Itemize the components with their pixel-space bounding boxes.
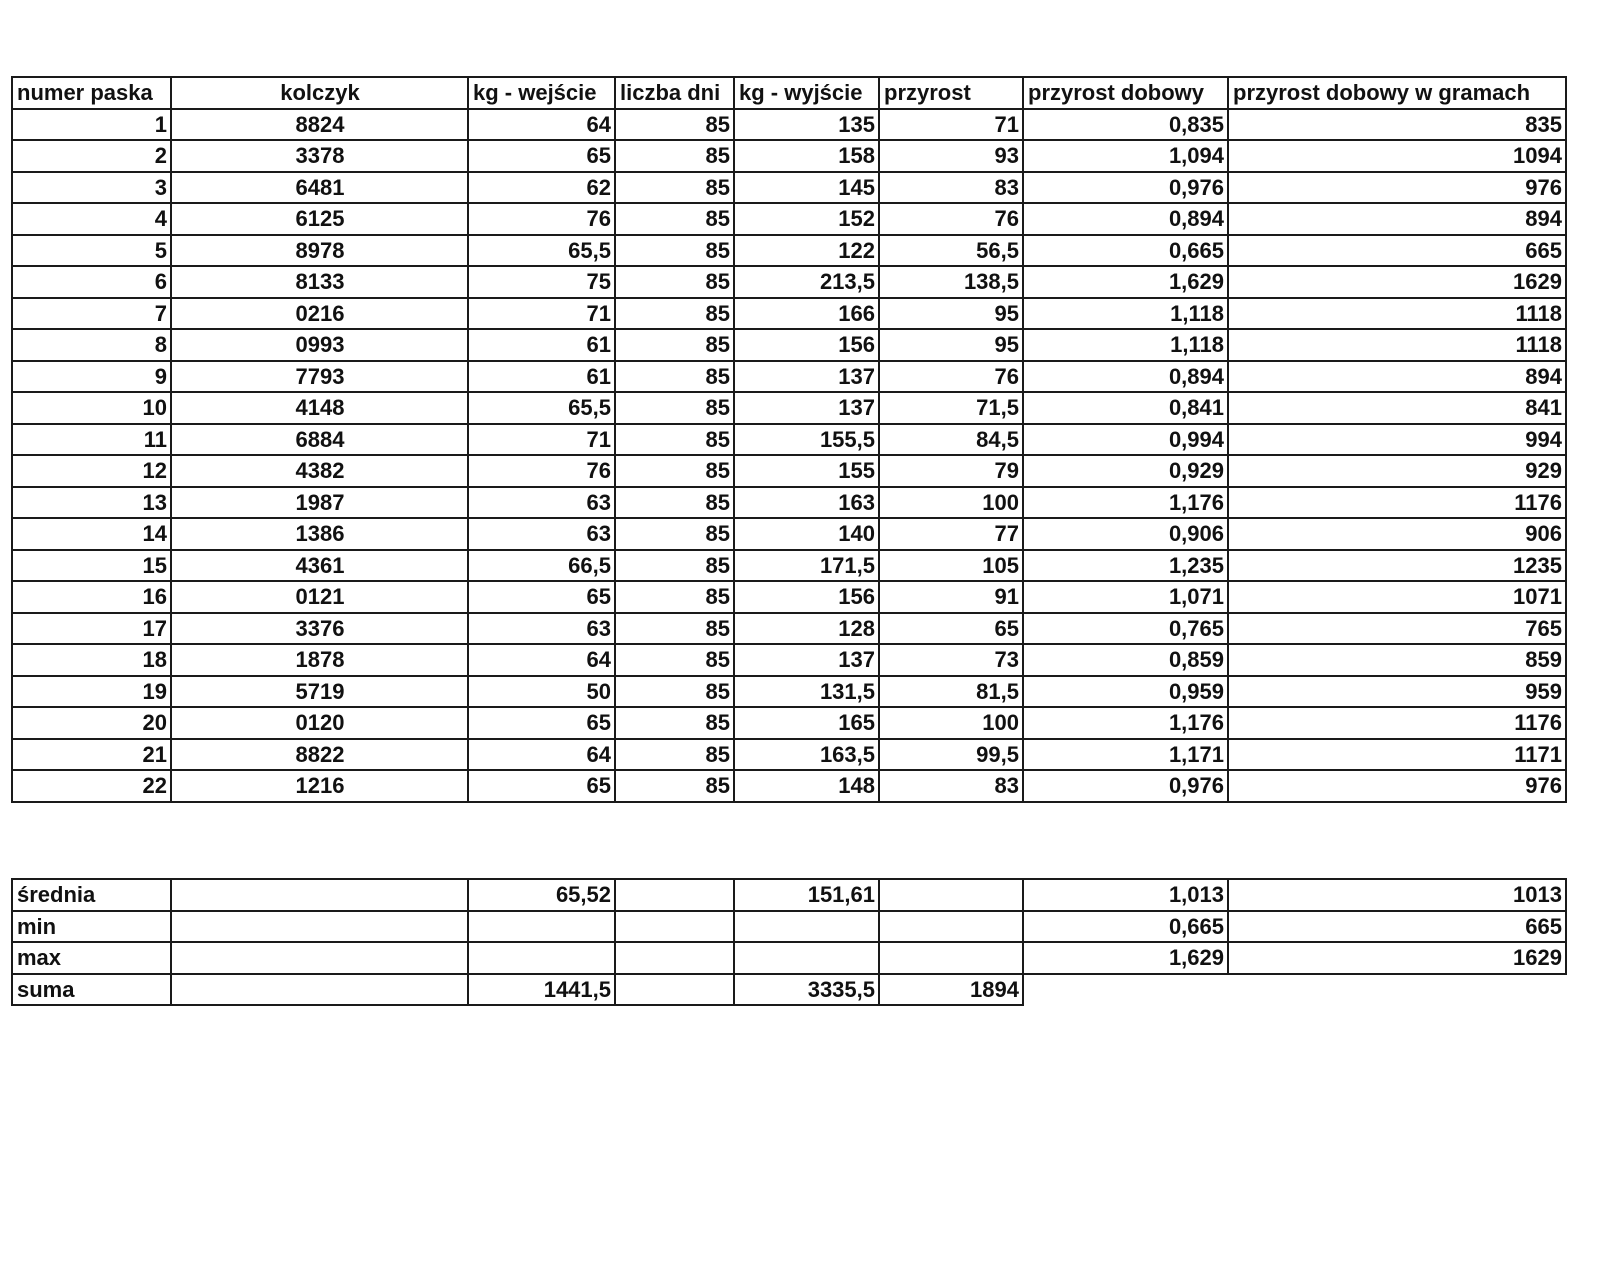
cell-numer: 20: [12, 707, 171, 739]
cell-kg-wyjscie: 163: [734, 487, 879, 519]
cell-przyrost-dobowy: 0,665: [1023, 235, 1228, 267]
cell-kg-wyjscie: 155: [734, 455, 879, 487]
cell-kg-wejscie: 71: [468, 298, 615, 330]
cell-numer: 12: [12, 455, 171, 487]
table-row: [12, 550, 1566, 582]
cell-przyrost-gramy: 859: [1228, 644, 1566, 676]
cell-kg-wejscie: 65: [468, 707, 615, 739]
cell-kg-wyjscie: 145: [734, 172, 879, 204]
summary-cell: [171, 879, 468, 911]
cell-kg-wejscie: 61: [468, 361, 615, 393]
cell-liczba-dni: 85: [615, 298, 734, 330]
summary-cell: 1,013: [1023, 879, 1228, 911]
cell-kg-wyjscie: 135: [734, 109, 879, 141]
table-row: [12, 172, 1566, 204]
cell-przyrost: 99,5: [879, 739, 1023, 771]
cell-przyrost-gramy: 1176: [1228, 487, 1566, 519]
header-kolczyk: kolczyk: [171, 77, 468, 109]
cell-przyrost-gramy: 1629: [1228, 266, 1566, 298]
cell-kolczyk: 8822: [171, 739, 468, 771]
cell-przyrost: 100: [879, 707, 1023, 739]
cell-kg-wejscie: 66,5: [468, 550, 615, 582]
cell-kg-wejscie: 63: [468, 487, 615, 519]
cell-liczba-dni: 85: [615, 172, 734, 204]
table-row: [12, 676, 1566, 708]
cell-kolczyk: 4382: [171, 455, 468, 487]
cell-kolczyk: 4361: [171, 550, 468, 582]
cell-kg-wejscie: 65: [468, 140, 615, 172]
cell-przyrost: 71,5: [879, 392, 1023, 424]
cell-przyrost-gramy: 1118: [1228, 298, 1566, 330]
summary-cell: [468, 911, 615, 943]
cell-kg-wejscie: 76: [468, 455, 615, 487]
cell-przyrost-gramy: 994: [1228, 424, 1566, 456]
cell-przyrost-gramy: 894: [1228, 203, 1566, 235]
data-table: [11, 76, 1567, 803]
cell-kg-wyjscie: 122: [734, 235, 879, 267]
cell-przyrost: 71: [879, 109, 1023, 141]
header-numer-paska: numer paska: [12, 77, 171, 109]
cell-przyrost-gramy: 959: [1228, 676, 1566, 708]
cell-kolczyk: 0993: [171, 329, 468, 361]
cell-kolczyk: 8824: [171, 109, 468, 141]
table-row: [12, 424, 1566, 456]
cell-przyrost-dobowy: 0,841: [1023, 392, 1228, 424]
summary-cell: 1013: [1228, 879, 1566, 911]
summary-cell: [1228, 974, 1566, 1006]
summary-cell: 665: [1228, 911, 1566, 943]
cell-przyrost: 83: [879, 770, 1023, 802]
cell-kg-wejscie: 63: [468, 518, 615, 550]
cell-kolczyk: 1878: [171, 644, 468, 676]
cell-kg-wejscie: 64: [468, 644, 615, 676]
cell-przyrost: 77: [879, 518, 1023, 550]
cell-przyrost-dobowy: 1,071: [1023, 581, 1228, 613]
cell-przyrost-dobowy: 0,959: [1023, 676, 1228, 708]
summary-cell: [879, 879, 1023, 911]
cell-przyrost-gramy: 929: [1228, 455, 1566, 487]
cell-przyrost-gramy: 765: [1228, 613, 1566, 645]
cell-numer: 7: [12, 298, 171, 330]
cell-liczba-dni: 85: [615, 707, 734, 739]
cell-kg-wyjscie: 156: [734, 581, 879, 613]
cell-przyrost: 73: [879, 644, 1023, 676]
cell-liczba-dni: 85: [615, 455, 734, 487]
cell-numer: 4: [12, 203, 171, 235]
cell-przyrost-dobowy: 0,994: [1023, 424, 1228, 456]
cell-przyrost: 100: [879, 487, 1023, 519]
table-row: [12, 518, 1566, 550]
summary-cell: [879, 942, 1023, 974]
cell-przyrost: 83: [879, 172, 1023, 204]
cell-numer: 3: [12, 172, 171, 204]
cell-przyrost: 91: [879, 581, 1023, 613]
cell-liczba-dni: 85: [615, 235, 734, 267]
cell-numer: 22: [12, 770, 171, 802]
cell-przyrost-dobowy: 1,176: [1023, 487, 1228, 519]
cell-kg-wyjscie: 156: [734, 329, 879, 361]
cell-liczba-dni: 85: [615, 739, 734, 771]
cell-liczba-dni: 85: [615, 550, 734, 582]
cell-liczba-dni: 85: [615, 770, 734, 802]
summary-row-srednia: [12, 879, 1566, 911]
cell-kolczyk: 1386: [171, 518, 468, 550]
cell-przyrost-gramy: 1094: [1228, 140, 1566, 172]
cell-liczba-dni: 85: [615, 581, 734, 613]
cell-kg-wejscie: 65: [468, 770, 615, 802]
cell-numer: 9: [12, 361, 171, 393]
summary-cell: [615, 911, 734, 943]
cell-liczba-dni: 85: [615, 203, 734, 235]
table-row: [12, 644, 1566, 676]
summary-cell: [615, 942, 734, 974]
cell-kolczyk: 3378: [171, 140, 468, 172]
cell-przyrost: 79: [879, 455, 1023, 487]
cell-liczba-dni: 85: [615, 361, 734, 393]
cell-liczba-dni: 85: [615, 487, 734, 519]
summary-cell: [171, 974, 468, 1006]
cell-kg-wyjscie: 165: [734, 707, 879, 739]
cell-kg-wejscie: 63: [468, 613, 615, 645]
cell-numer: 21: [12, 739, 171, 771]
summary-cell: [468, 942, 615, 974]
cell-kolczyk: 6125: [171, 203, 468, 235]
cell-kg-wyjscie: 158: [734, 140, 879, 172]
cell-numer: 17: [12, 613, 171, 645]
cell-liczba-dni: 85: [615, 644, 734, 676]
table-row: [12, 109, 1566, 141]
cell-przyrost-dobowy: 0,835: [1023, 109, 1228, 141]
cell-kg-wejscie: 71: [468, 424, 615, 456]
cell-przyrost-dobowy: 1,176: [1023, 707, 1228, 739]
cell-przyrost-dobowy: 0,894: [1023, 203, 1228, 235]
cell-kg-wyjscie: 148: [734, 770, 879, 802]
cell-przyrost: 81,5: [879, 676, 1023, 708]
table-row: [12, 455, 1566, 487]
cell-numer: 14: [12, 518, 171, 550]
cell-przyrost: 105: [879, 550, 1023, 582]
summary-cell: 1441,5: [468, 974, 615, 1006]
cell-przyrost-dobowy: 1,629: [1023, 266, 1228, 298]
cell-przyrost-gramy: 1118: [1228, 329, 1566, 361]
cell-przyrost-gramy: 1235: [1228, 550, 1566, 582]
summary-cell: [734, 911, 879, 943]
cell-liczba-dni: 85: [615, 676, 734, 708]
cell-przyrost: 93: [879, 140, 1023, 172]
cell-numer: 5: [12, 235, 171, 267]
cell-przyrost-gramy: 906: [1228, 518, 1566, 550]
header-przyrost-dobowy-w-gramach: przyrost dobowy w gramach: [1228, 77, 1566, 109]
cell-kg-wyjscie: 128: [734, 613, 879, 645]
cell-liczba-dni: 85: [615, 518, 734, 550]
summary-table: [11, 878, 1567, 1006]
cell-przyrost-gramy: 1171: [1228, 739, 1566, 771]
cell-przyrost-dobowy: 1,118: [1023, 298, 1228, 330]
cell-przyrost: 95: [879, 298, 1023, 330]
cell-numer: 11: [12, 424, 171, 456]
cell-kg-wyjscie: 213,5: [734, 266, 879, 298]
cell-liczba-dni: 85: [615, 424, 734, 456]
summary-cell: [1023, 974, 1228, 1006]
summary-label: średnia: [12, 879, 171, 911]
cell-kolczyk: 8133: [171, 266, 468, 298]
table-row: [12, 707, 1566, 739]
summary-cell: [615, 879, 734, 911]
cell-przyrost-dobowy: 0,929: [1023, 455, 1228, 487]
summary-row-min: [12, 911, 1566, 943]
table-row: [12, 329, 1566, 361]
table-row: [12, 361, 1566, 393]
cell-kg-wejscie: 65,5: [468, 392, 615, 424]
cell-kg-wejscie: 64: [468, 109, 615, 141]
cell-kolczyk: 4148: [171, 392, 468, 424]
cell-przyrost-dobowy: 1,094: [1023, 140, 1228, 172]
summary-label: max: [12, 942, 171, 974]
table-row: [12, 298, 1566, 330]
cell-numer: 13: [12, 487, 171, 519]
table-row: [12, 235, 1566, 267]
cell-przyrost: 56,5: [879, 235, 1023, 267]
cell-przyrost: 84,5: [879, 424, 1023, 456]
summary-label: min: [12, 911, 171, 943]
cell-kg-wyjscie: 137: [734, 361, 879, 393]
cell-kolczyk: 0216: [171, 298, 468, 330]
cell-przyrost-dobowy: 1,171: [1023, 739, 1228, 771]
cell-kg-wyjscie: 171,5: [734, 550, 879, 582]
cell-kg-wejscie: 65: [468, 581, 615, 613]
table-row: [12, 739, 1566, 771]
cell-przyrost-dobowy: 0,859: [1023, 644, 1228, 676]
cell-kg-wejscie: 65,5: [468, 235, 615, 267]
header-przyrost-dobowy: przyrost dobowy: [1023, 77, 1228, 109]
cell-kolczyk: 5719: [171, 676, 468, 708]
summary-cell: 3335,5: [734, 974, 879, 1006]
cell-przyrost-dobowy: 0,976: [1023, 770, 1228, 802]
cell-numer: 15: [12, 550, 171, 582]
cell-numer: 19: [12, 676, 171, 708]
summary-cell: 0,665: [1023, 911, 1228, 943]
summary-cell: [171, 942, 468, 974]
cell-przyrost-gramy: 894: [1228, 361, 1566, 393]
cell-przyrost: 138,5: [879, 266, 1023, 298]
table-row: [12, 770, 1566, 802]
cell-przyrost: 65: [879, 613, 1023, 645]
cell-przyrost-gramy: 1071: [1228, 581, 1566, 613]
cell-przyrost-gramy: 835: [1228, 109, 1566, 141]
cell-przyrost-dobowy: 0,894: [1023, 361, 1228, 393]
cell-liczba-dni: 85: [615, 140, 734, 172]
cell-kg-wejscie: 50: [468, 676, 615, 708]
cell-numer: 1: [12, 109, 171, 141]
cell-przyrost-gramy: 976: [1228, 172, 1566, 204]
summary-cell: 1629: [1228, 942, 1566, 974]
cell-kg-wejscie: 64: [468, 739, 615, 771]
table-row: [12, 581, 1566, 613]
table-row: [12, 203, 1566, 235]
cell-kg-wejscie: 75: [468, 266, 615, 298]
cell-przyrost-gramy: 1176: [1228, 707, 1566, 739]
cell-przyrost: 76: [879, 203, 1023, 235]
table-row: [12, 140, 1566, 172]
cell-przyrost-gramy: 665: [1228, 235, 1566, 267]
cell-kolczyk: 6481: [171, 172, 468, 204]
cell-kg-wyjscie: 152: [734, 203, 879, 235]
cell-numer: 2: [12, 140, 171, 172]
cell-kolczyk: 8978: [171, 235, 468, 267]
cell-przyrost-gramy: 976: [1228, 770, 1566, 802]
cell-przyrost-gramy: 841: [1228, 392, 1566, 424]
cell-kg-wejscie: 61: [468, 329, 615, 361]
header-przyrost: przyrost: [879, 77, 1023, 109]
summary-cell: [734, 942, 879, 974]
summary-cell: [615, 974, 734, 1006]
summary-cell: [879, 911, 1023, 943]
summary-cell: 1,629: [1023, 942, 1228, 974]
cell-kg-wejscie: 62: [468, 172, 615, 204]
summary-cell: 151,61: [734, 879, 879, 911]
cell-kg-wyjscie: 137: [734, 392, 879, 424]
cell-numer: 18: [12, 644, 171, 676]
table-row: [12, 266, 1566, 298]
cell-przyrost-dobowy: 0,976: [1023, 172, 1228, 204]
cell-przyrost-dobowy: 0,906: [1023, 518, 1228, 550]
cell-kolczyk: 3376: [171, 613, 468, 645]
cell-liczba-dni: 85: [615, 266, 734, 298]
cell-kolczyk: 6884: [171, 424, 468, 456]
header-kg-wyjscie: kg - wyjście: [734, 77, 879, 109]
cell-przyrost-dobowy: 0,765: [1023, 613, 1228, 645]
cell-liczba-dni: 85: [615, 329, 734, 361]
cell-kg-wyjscie: 137: [734, 644, 879, 676]
cell-numer: 10: [12, 392, 171, 424]
cell-przyrost: 95: [879, 329, 1023, 361]
table-row: [12, 487, 1566, 519]
summary-label: suma: [12, 974, 171, 1006]
cell-kolczyk: 1987: [171, 487, 468, 519]
table-row: [12, 613, 1566, 645]
cell-liczba-dni: 85: [615, 392, 734, 424]
cell-numer: 8: [12, 329, 171, 361]
cell-numer: 6: [12, 266, 171, 298]
cell-kg-wejscie: 76: [468, 203, 615, 235]
cell-kg-wyjscie: 155,5: [734, 424, 879, 456]
summary-row-max: [12, 942, 1566, 974]
summary-cell: 1894: [879, 974, 1023, 1006]
cell-przyrost: 76: [879, 361, 1023, 393]
summary-row-suma: [12, 974, 1566, 1006]
summary-cell: [171, 911, 468, 943]
cell-kg-wyjscie: 140: [734, 518, 879, 550]
cell-liczba-dni: 85: [615, 109, 734, 141]
header-liczba-dni: liczba dni: [615, 77, 734, 109]
cell-przyrost-dobowy: 1,235: [1023, 550, 1228, 582]
header-row: [12, 77, 1566, 109]
cell-kg-wyjscie: 131,5: [734, 676, 879, 708]
cell-liczba-dni: 85: [615, 613, 734, 645]
cell-kg-wyjscie: 163,5: [734, 739, 879, 771]
cell-przyrost-dobowy: 1,118: [1023, 329, 1228, 361]
summary-cell: 65,52: [468, 879, 615, 911]
cell-kg-wyjscie: 166: [734, 298, 879, 330]
cell-numer: 16: [12, 581, 171, 613]
cell-kolczyk: 0121: [171, 581, 468, 613]
table-row: [12, 392, 1566, 424]
header-kg-wejscie: kg - wejście: [468, 77, 615, 109]
cell-kolczyk: 0120: [171, 707, 468, 739]
cell-kolczyk: 1216: [171, 770, 468, 802]
cell-kolczyk: 7793: [171, 361, 468, 393]
